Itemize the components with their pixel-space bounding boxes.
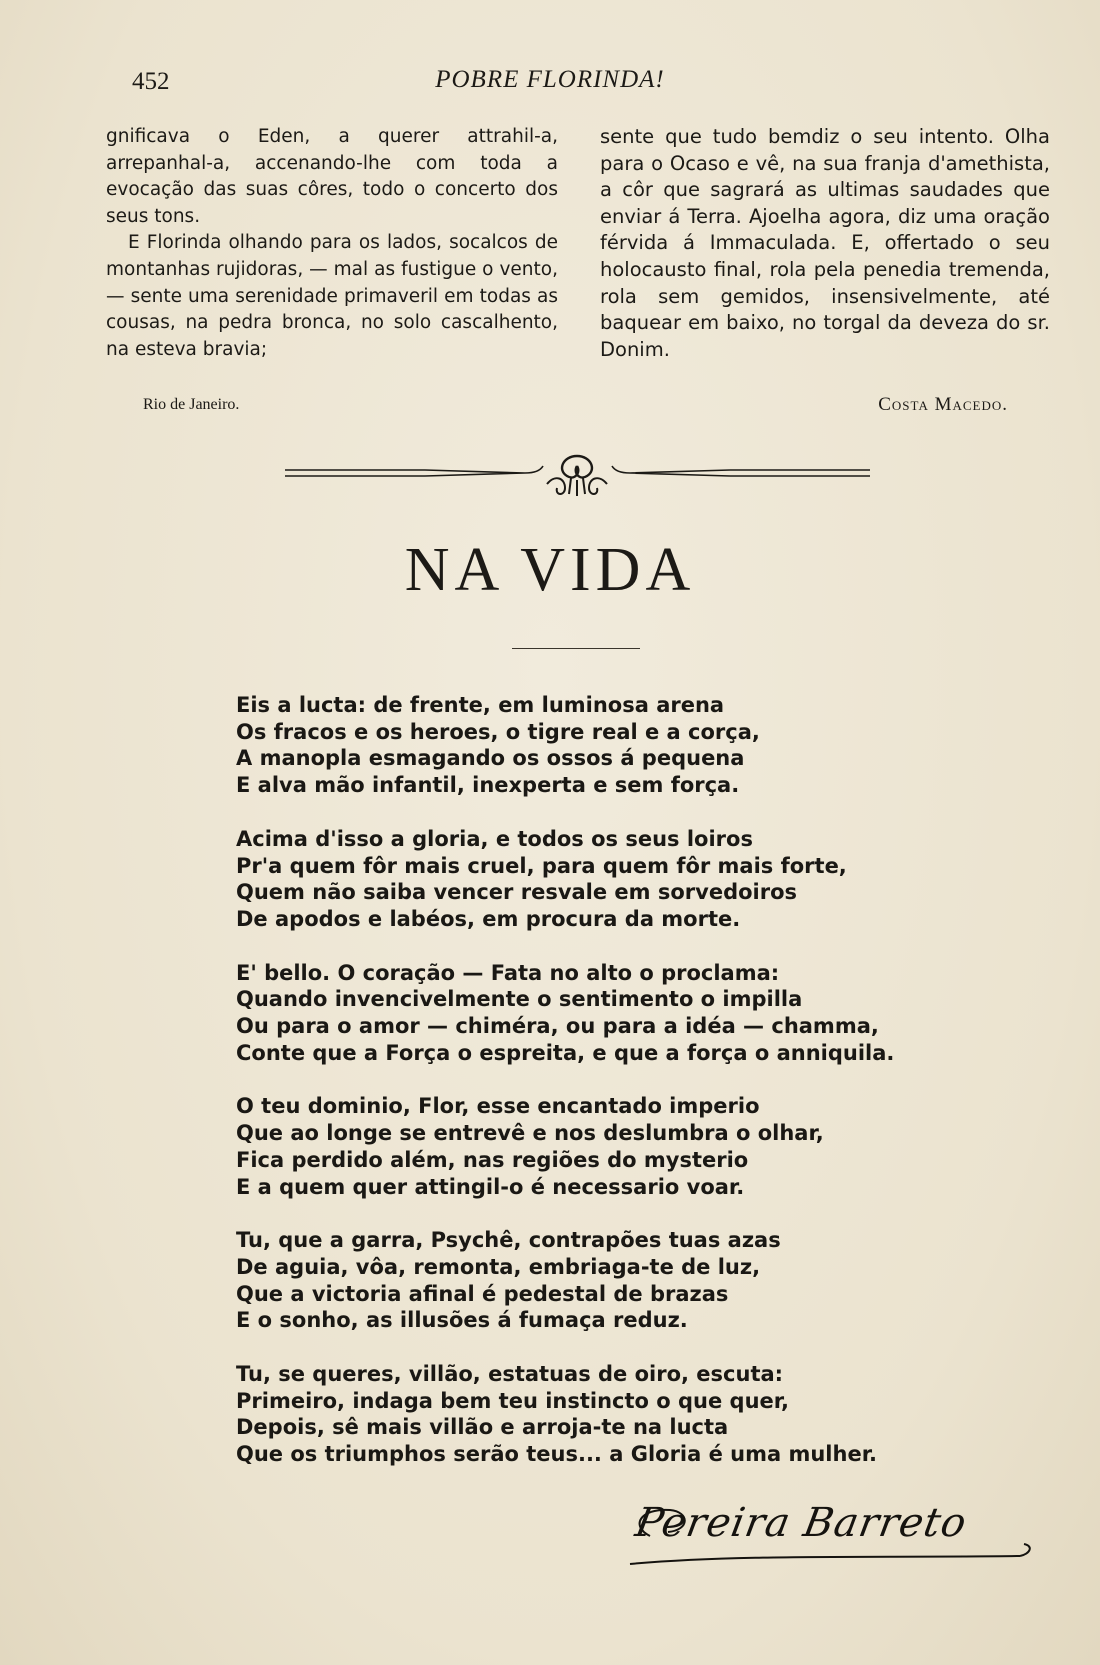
- running-head: [0, 64, 1100, 98]
- stanza: [236, 692, 936, 799]
- verse-line: Pr'a quem fôr mais cruel, para quem fôr mais forte,: [236, 853, 847, 878]
- page-number: 452: [132, 68, 170, 95]
- verse-line: Os fracos e os heroes, o tigre real e a corça,: [236, 719, 760, 744]
- verse-line: Conte que a Força o espreita, e que a força o anniquila.: [236, 1040, 895, 1065]
- stanza: [236, 1093, 936, 1200]
- prose-author: [878, 394, 1008, 416]
- stanza: [236, 1361, 936, 1468]
- place-line: Rio de Janeiro.: [143, 396, 240, 413]
- ornamental-divider: [285, 448, 870, 500]
- stanza: [236, 1227, 936, 1334]
- verse-line: Fica perdido além, nas regiões do mysterio: [236, 1147, 749, 1172]
- verse-line: O teu dominio, Flor, esse encantado imperio: [236, 1094, 760, 1119]
- poem-title: NA VIDA: [404, 536, 696, 604]
- stanza: [236, 826, 936, 933]
- verse-line: E o sonho, as illusões á fumaça reduz.: [236, 1308, 688, 1333]
- author-name: Costa Macedo.: [878, 394, 1008, 415]
- verse-line: De apodos e labéos, em procura da morte.: [236, 906, 741, 931]
- verse-line: E a quem quer attingil-o é necessario voar.: [236, 1174, 745, 1199]
- verse-line: Tu, se queres, villão, estatuas de oiro, escuta:: [236, 1362, 784, 1387]
- verse-line: Tu, que a garra, Psychê, contrapões tuas azas: [236, 1228, 781, 1253]
- prose-paragraph: E Florinda olhando para os lados, socalcos de montanhas rujidoras, — mal as fustigue o vento, — sente uma serenidade primaveril em todas as cousas, na pedra bronca, no solo cascalhento, na esteva bravia;: [106, 232, 558, 360]
- prose-paragraph: sente que tudo bemdiz o seu intento. Olha para o Ocaso e vê, na sua franja d'amethista, a côr que sagrará as ultimas saudades que enviar á Terra. Ajoelha agora, diz uma oração férvida á Immaculada. E, offertado o seu holocausto final, rola pela penedia tremenda, rola sem gemidos, insensivelmente, até baquear em baixo, no torgal da deveza do sr. Donim.: [600, 125, 1050, 361]
- verse-line: Eis a lucta: de frente, em luminosa arena: [236, 693, 725, 717]
- stanza: [236, 960, 936, 1067]
- verse-line: De aguia, vôa, remonta, embriaga-te de luz,: [236, 1254, 761, 1279]
- running-title: POBRE FLORINDA!: [435, 66, 665, 93]
- verse-line: Primeiro, indaga bem teu instincto o que quer,: [236, 1388, 790, 1413]
- title-rule: [512, 648, 640, 649]
- verse-line: Que os triumphos serão teus... a Gloria é uma mulher.: [236, 1442, 878, 1467]
- verse-line: E' bello. O coração — Fata no alto o proclama:: [236, 960, 780, 985]
- verse-line: Quem não saiba vencer resvale em sorvedoiros: [236, 880, 798, 905]
- signature-text: Pereira Barreto: [631, 1500, 971, 1546]
- handwritten-signature: [620, 1496, 1040, 1586]
- verse-line: Quando invencivelmente o sentimento o impilla: [236, 987, 803, 1012]
- verse-line: Que a victoria afinal é pedestal de brazas: [236, 1281, 729, 1306]
- verse-line: E alva mão infantil, inexperta e sem força.: [236, 773, 740, 798]
- prose-right-column: [600, 124, 1050, 363]
- verse-line: Depois, sê mais villão e arroja-te na lucta: [236, 1415, 729, 1440]
- poem-body: [236, 692, 936, 1495]
- verse-line: Acima d'isso a gloria, e todos os seus loiros: [236, 826, 753, 851]
- verse-line: Ou para o amor — chiméra, ou para a idéa — chamma,: [236, 1014, 879, 1039]
- prose-paragraph: gnificava o Eden, a querer attrahil-a, arrepanhal-a, accenando-lhe com toda a evocação das suas côres, todo o concerto dos seus tons.: [106, 126, 558, 227]
- verse-line: A manopla esmagando os ossos á pequena: [236, 746, 745, 771]
- prose-left-column: [106, 124, 558, 363]
- verse-line: Que ao longe se entrevê e nos deslumbra o olhar,: [236, 1121, 824, 1146]
